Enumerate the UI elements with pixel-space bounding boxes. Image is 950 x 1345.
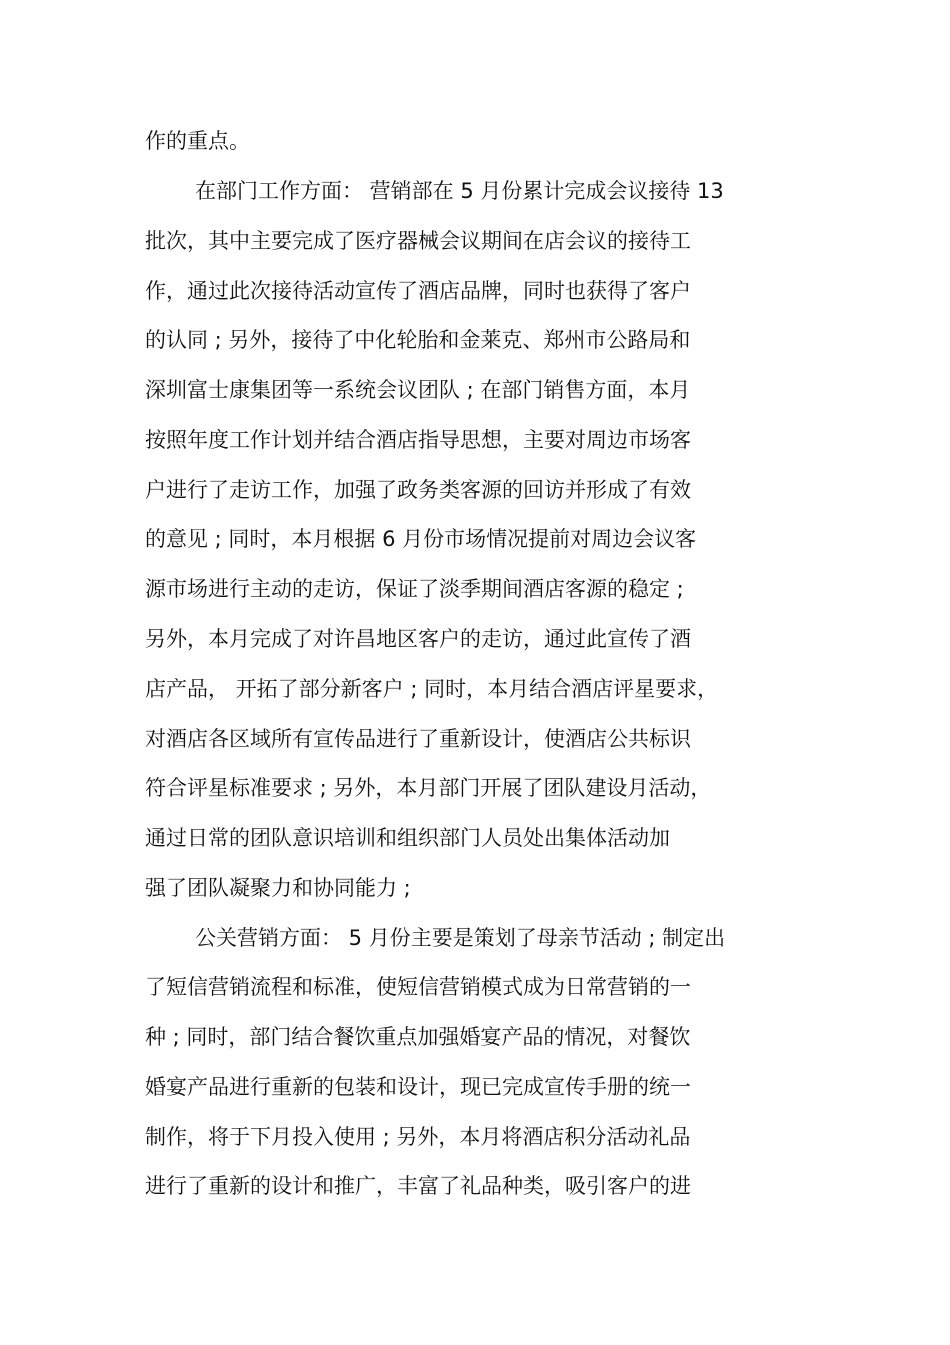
- text-line: 的认同 ; 另外，接待了中化轮胎和金莱克、郑州市公路局和: [145, 328, 691, 352]
- text-line: 作，通过此次接待活动宣传了酒店品牌，同时也获得了客户: [145, 279, 691, 303]
- text-line: 批次，其中主要完成了医疗器械会议期间在店会议的接待工: [145, 229, 691, 253]
- text-line: 符合评星标准要求 ; 另外，本月部门开展了团队建设月活动，: [145, 776, 712, 800]
- text-line: 强了团队凝聚力和协同能力 ;: [145, 876, 411, 900]
- paragraph-start-line: 在部门工作方面： 营销部在 5 月份累计完成会议接待 13: [195, 179, 724, 203]
- text-line: 按照年度工作计划并结合酒店指导思想，主要对周边市场客: [145, 428, 691, 452]
- text-line: 对酒店各区域所有宣传品进行了重新设计，使酒店公共标识: [145, 727, 691, 751]
- text-line: 了短信营销流程和标准，使短信营销模式成为日常营销的一: [145, 975, 691, 999]
- text-line: 婚宴产品进行重新的包装和设计，现已完成宣传手册的统一: [145, 1075, 691, 1099]
- text-line: 作的重点。: [145, 129, 250, 153]
- text-line: 深圳富士康集团等一系统会议团队 ; 在部门销售方面，本月: [145, 378, 691, 402]
- text-line: 户进行了走访工作，加强了政务类客源的回访并形成了有效: [145, 478, 691, 502]
- text-line: 店产品， 开拓了部分新客户 ; 同时，本月结合酒店评星要求，: [145, 677, 719, 701]
- text-line: 通过日常的团队意识培训和组织部门人员处出集体活动加: [145, 826, 670, 850]
- text-line: 另外，本月完成了对许昌地区客户的走访，通过此宣传了酒: [145, 627, 691, 651]
- text-line: 进行了重新的设计和推广，丰富了礼品种类，吸引客户的进: [145, 1174, 691, 1198]
- text-line: 的意见 ; 同时，本月根据 6 月份市场情况提前对周边会议客: [145, 527, 697, 551]
- text-line: 种 ; 同时，部门结合餐饮重点加强婚宴产品的情况，对餐饮: [145, 1025, 691, 1049]
- text-line: 制作，将于下月投入使用 ; 另外，本月将酒店积分活动礼品: [145, 1125, 691, 1149]
- paragraph-start-line: 公关营销方面： 5 月份主要是策划了母亲节活动 ; 制定出: [195, 926, 726, 950]
- text-line: 源市场进行主动的走访，保证了淡季期间酒店客源的稳定 ;: [145, 577, 684, 601]
